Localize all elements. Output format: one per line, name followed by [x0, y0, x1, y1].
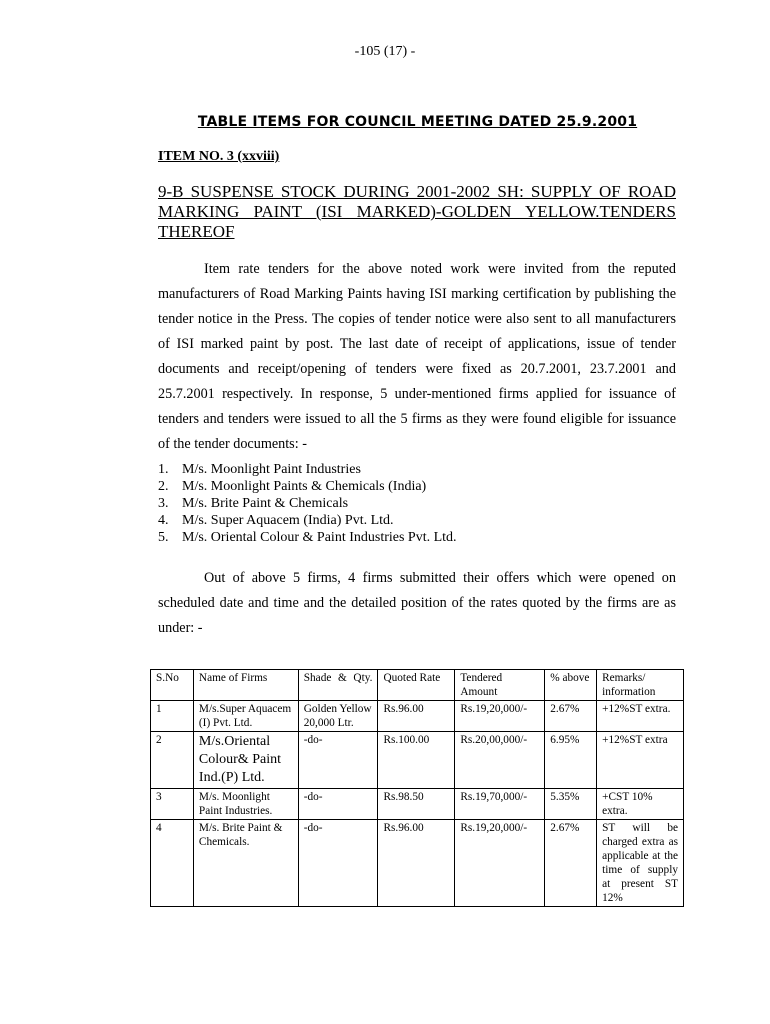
firm-name: M/s. Brite Paint & Chemicals	[182, 496, 349, 511]
cell-sno: 4	[151, 820, 194, 907]
list-number: 2.	[158, 479, 169, 494]
list-number: 1.	[158, 462, 169, 477]
cell-quoted-rate: Rs.98.50	[378, 789, 455, 820]
cell-shade-qty: -do-	[298, 732, 378, 789]
cell-tendered-amount: Rs.19,20,000/-	[455, 701, 545, 732]
cell-percent-above: 5.35%	[545, 789, 597, 820]
table-row	[151, 789, 684, 820]
cell-percent-above: 6.95%	[545, 732, 597, 789]
list-item	[158, 512, 678, 529]
list-number: 3.	[158, 496, 169, 511]
cell-remarks: +12%ST extra	[597, 732, 684, 789]
rates-table	[150, 669, 684, 907]
cell-shade-qty: -do-	[298, 820, 378, 907]
table-row	[151, 732, 684, 789]
cell-quoted-rate: Rs.100.00	[378, 732, 455, 789]
cell-quoted-rate: Rs.96.00	[378, 701, 455, 732]
header-percent-above: % above	[545, 670, 597, 701]
item-number: ITEM NO. 3 (xxviii)	[158, 149, 280, 164]
cell-sno: 3	[151, 789, 194, 820]
cell-tendered-amount: Rs.19,70,000/-	[455, 789, 545, 820]
list-item	[158, 478, 678, 495]
paragraph-tender-invitation: Item rate tenders for the above noted work were invited from the reputed manufacturers of Road Marking Paints having ISI marking certification by publishing the tender notice in the Press. The copies of tender notice were also sent to all manufacturers of ISI marked paint by post. The last date of receipt of applications, issue of tender documents and receipt/opening of tenders were fixed as 20.7.2001, 23.7.2001 and 25.7.2001 respectively. In response, 5 under-mentioned firms applied for issuance of tenders and tenders were issued to all the 5 firms as they were found eligible for issuance of the tender documents: -	[158, 261, 676, 452]
cell-tendered-amount: Rs.20,00,000/-	[455, 732, 545, 789]
table-row	[151, 701, 684, 732]
list-number: 4.	[158, 513, 169, 528]
firm-name: M/s. Super Aquacem (India) Pvt. Ltd.	[182, 513, 394, 528]
cell-firm-name: M/s.Super Aquacem (I) Pvt. Ltd.	[193, 701, 298, 732]
firms-list	[158, 461, 678, 546]
table-header-row	[151, 670, 684, 701]
list-item	[158, 529, 678, 546]
header-shade-qty: Shade & Qty.	[298, 670, 378, 701]
paragraph-offers: Out of above 5 firms, 4 firms submitted their offers which were opened on scheduled date and time and the detailed position of the rates quoted by the firms are as under: -	[158, 570, 676, 636]
firm-name: M/s. Moonlight Paint Industries	[182, 462, 361, 477]
header-quoted-rate: Quoted Rate	[378, 670, 455, 701]
list-number: 5.	[158, 530, 169, 545]
cell-remarks: +12%ST extra.	[597, 701, 684, 732]
cell-sno: 1	[151, 701, 194, 732]
table-row	[151, 820, 684, 907]
header-name-of-firms: Name of Firms	[193, 670, 298, 701]
cell-firm-name: M/s. Moonlight Paint Industries.	[193, 789, 298, 820]
header-remarks: Remarks/ information	[597, 670, 684, 701]
firm-name: M/s. Moonlight Paints & Chemicals (India)	[182, 479, 427, 494]
cell-quoted-rate: Rs.96.00	[378, 820, 455, 907]
cell-firm-name: M/s.Oriental Colour& Paint Ind.(P) Ltd.	[193, 732, 298, 789]
cell-percent-above: 2.67%	[545, 820, 597, 907]
header-sno: S.No	[151, 670, 194, 701]
cell-shade-qty: -do-	[298, 789, 378, 820]
list-item	[158, 495, 678, 512]
document-title: TABLE ITEMS FOR COUNCIL MEETING DATED 25.9.2001	[197, 114, 638, 130]
cell-percent-above: 2.67%	[545, 701, 597, 732]
page-number: -105 (17) -	[354, 44, 416, 59]
cell-sno: 2	[151, 732, 194, 789]
cell-firm-name: M/s. Brite Paint & Chemicals.	[193, 820, 298, 907]
item-subject: 9-B SUSPENSE STOCK DURING 2001-2002 SH: SUPPLY OF ROAD MARKING PAINT (ISI MARKED)-GOLDEN YELLOW.TENDERS THEREOF	[158, 182, 676, 241]
firm-name: M/s. Oriental Colour & Paint Industries Pvt. Ltd.	[182, 530, 457, 545]
list-item	[158, 461, 678, 478]
cell-remarks: ST will be charged extra as applicable at the time of supply at present ST 12%	[597, 820, 684, 907]
cell-remarks: +CST 10% extra.	[597, 789, 684, 820]
header-tendered-amount: Tendered Amount	[455, 670, 545, 701]
cell-tendered-amount: Rs.19,20,000/-	[455, 820, 545, 907]
cell-shade-qty: Golden Yellow 20,000 Ltr.	[298, 701, 378, 732]
